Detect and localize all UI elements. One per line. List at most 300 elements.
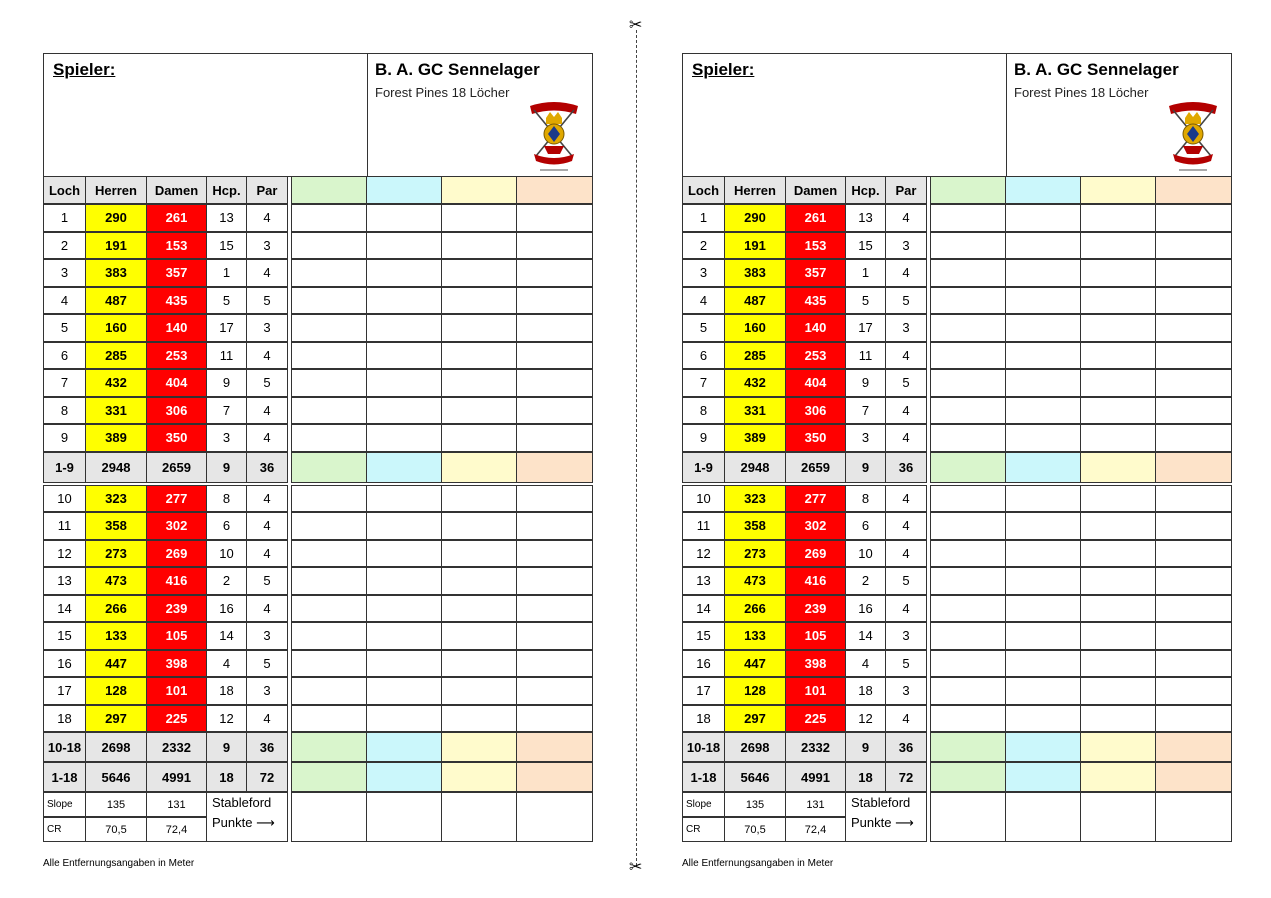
table-row: [682, 288, 1232, 316]
hole-number: 1: [682, 204, 725, 232]
club-name: B. A. GC Sennelager: [375, 60, 540, 79]
player-score-cell[interactable]: [366, 485, 442, 513]
player-score-cell[interactable]: [291, 314, 367, 342]
player-score-cell[interactable]: [366, 622, 442, 650]
player-score-cell[interactable]: [1005, 762, 1081, 792]
player-score-cell[interactable]: [441, 452, 517, 483]
player-score-cell[interactable]: [291, 762, 367, 792]
player-score-cell[interactable]: [291, 342, 367, 370]
player-score-cell[interactable]: [516, 792, 593, 842]
player-score-cell[interactable]: [930, 369, 1006, 397]
grand-total-women: 4991: [146, 762, 207, 792]
player-score-cell[interactable]: [441, 397, 517, 425]
player-score-cell[interactable]: [1155, 204, 1232, 232]
table-row: [682, 233, 1232, 261]
back-nine-total-hole: 10-18: [43, 732, 86, 762]
player-score-cell[interactable]: [441, 342, 517, 370]
player-score-cell[interactable]: [366, 176, 442, 204]
cr-label: CR: [43, 817, 86, 842]
men-distance: 285: [85, 342, 147, 370]
hole-par: 5: [885, 287, 927, 315]
player-score-cell[interactable]: [1080, 677, 1156, 705]
player-score-cell[interactable]: [441, 677, 517, 705]
player-score-cell[interactable]: [291, 452, 367, 483]
player-score-cell[interactable]: [1155, 512, 1232, 540]
player-score-cell[interactable]: [516, 452, 593, 483]
player-score-cell[interactable]: [291, 595, 367, 623]
player-score-cell[interactable]: [441, 762, 517, 792]
table-row: [43, 260, 593, 288]
player-score-cell[interactable]: [930, 512, 1006, 540]
footer-note: Alle Entfernungsangaben in Meter: [682, 858, 834, 869]
table-row: [43, 706, 593, 734]
player-score-cell[interactable]: [516, 259, 593, 287]
player-score-cell[interactable]: [516, 595, 593, 623]
hole-handicap: 15: [206, 232, 247, 260]
hole-number: 6: [682, 342, 725, 370]
player-score-cell[interactable]: [1005, 342, 1081, 370]
hole-handicap: 1: [845, 259, 886, 287]
hole-number: 4: [682, 287, 725, 315]
player-score-cell[interactable]: [1005, 650, 1081, 678]
player-score-cell[interactable]: [1080, 762, 1156, 792]
player-score-cell[interactable]: [441, 512, 517, 540]
player-score-cell[interactable]: [516, 342, 593, 370]
player-score-cell[interactable]: [930, 176, 1006, 204]
front-nine-total-men: 2948: [724, 452, 786, 483]
player-score-cell[interactable]: [1155, 176, 1232, 204]
player-score-cell[interactable]: [1080, 342, 1156, 370]
men-distance: 297: [724, 705, 786, 733]
player-score-cell[interactable]: [291, 677, 367, 705]
player-score-cell[interactable]: [441, 176, 517, 204]
player-score-cell[interactable]: [291, 650, 367, 678]
player-score-cell[interactable]: [1155, 342, 1232, 370]
women-distance: 140: [785, 314, 846, 342]
player-score-cell[interactable]: [441, 540, 517, 568]
hole-number: 18: [43, 705, 86, 733]
men-distance: 389: [85, 424, 147, 452]
table-row: [43, 651, 593, 679]
back-nine-total-hole: 10-18: [682, 732, 725, 762]
hole-handicap: 17: [206, 314, 247, 342]
player-score-cell[interactable]: [441, 650, 517, 678]
men-distance: 323: [85, 485, 147, 513]
men-distance: 383: [85, 259, 147, 287]
player-score-cell[interactable]: [1155, 397, 1232, 425]
player-score-cell[interactable]: [291, 204, 367, 232]
hole-number: 7: [43, 369, 86, 397]
player-score-cell[interactable]: [1005, 595, 1081, 623]
player-score-cell[interactable]: [1080, 567, 1156, 595]
player-score-cell[interactable]: [291, 622, 367, 650]
women-distance: 140: [146, 314, 207, 342]
column-header-hole: Loch: [682, 176, 725, 204]
player-score-cell[interactable]: [1155, 314, 1232, 342]
hole-number: 8: [682, 397, 725, 425]
hole-handicap: 4: [845, 650, 886, 678]
player-score-cell[interactable]: [366, 314, 442, 342]
player-score-cell[interactable]: [291, 732, 367, 762]
player-score-cell[interactable]: [366, 705, 442, 733]
player-score-cell[interactable]: [516, 512, 593, 540]
player-score-cell[interactable]: [366, 397, 442, 425]
player-score-cell[interactable]: [516, 232, 593, 260]
player-score-cell[interactable]: [1080, 424, 1156, 452]
player-score-cell[interactable]: [1005, 452, 1081, 483]
player-score-cell[interactable]: [1080, 204, 1156, 232]
player-label: Spieler:: [692, 60, 755, 79]
hole-number: 15: [682, 622, 725, 650]
player-score-cell[interactable]: [366, 452, 442, 483]
player-score-cell[interactable]: [516, 677, 593, 705]
player-score-cell[interactable]: [1155, 485, 1232, 513]
men-distance: 323: [724, 485, 786, 513]
hole-handicap: 18: [206, 677, 247, 705]
club-crest-logo: [526, 98, 582, 174]
grand-total-women: 4991: [785, 762, 846, 792]
women-distance: 398: [146, 650, 207, 678]
player-score-cell[interactable]: [441, 595, 517, 623]
player-score-cell[interactable]: [366, 287, 442, 315]
player-score-cell[interactable]: [366, 369, 442, 397]
player-score-cell[interactable]: [1155, 705, 1232, 733]
hole-number: 5: [43, 314, 86, 342]
player-score-cell[interactable]: [366, 540, 442, 568]
player-score-cell[interactable]: [930, 792, 1006, 842]
player-score-cell[interactable]: [1080, 259, 1156, 287]
grand-total-hcp: 18: [845, 762, 886, 792]
player-score-cell[interactable]: [1080, 314, 1156, 342]
player-score-cell[interactable]: [291, 369, 367, 397]
player-score-cell[interactable]: [441, 732, 517, 762]
player-score-cell[interactable]: [930, 342, 1006, 370]
player-score-cell[interactable]: [291, 287, 367, 315]
hole-handicap: 14: [845, 622, 886, 650]
player-score-cell[interactable]: [441, 567, 517, 595]
player-score-cell[interactable]: [1005, 259, 1081, 287]
player-score-cell[interactable]: [1005, 176, 1081, 204]
hole-par: 4: [246, 424, 288, 452]
hole-handicap: 9: [206, 369, 247, 397]
table-row: [43, 623, 593, 651]
player-score-cell[interactable]: [930, 540, 1006, 568]
player-score-cell[interactable]: [1155, 567, 1232, 595]
player-score-cell[interactable]: [291, 512, 367, 540]
player-score-cell[interactable]: [1080, 705, 1156, 733]
women-distance: 416: [146, 567, 207, 595]
player-score-cell[interactable]: [1155, 452, 1232, 483]
women-distance: 225: [785, 705, 846, 733]
table-row: [682, 541, 1232, 569]
front-nine-total-women: 2659: [146, 452, 207, 483]
front-nine-total-hole: 1-9: [682, 452, 725, 483]
player-score-cell[interactable]: [1080, 369, 1156, 397]
player-score-cell[interactable]: [1005, 705, 1081, 733]
hole-par: 4: [885, 595, 927, 623]
player-score-cell[interactable]: [1155, 732, 1232, 762]
player-score-cell[interactable]: [366, 512, 442, 540]
hole-number: 12: [682, 540, 725, 568]
hole-par: 4: [246, 512, 288, 540]
hole-handicap: 4: [206, 650, 247, 678]
hole-number: 14: [43, 595, 86, 623]
player-score-cell[interactable]: [1155, 677, 1232, 705]
player-score-cell[interactable]: [930, 485, 1006, 513]
cr-women: 72,4: [146, 817, 207, 842]
player-score-cell[interactable]: [366, 424, 442, 452]
player-score-cell[interactable]: [1005, 732, 1081, 762]
women-distance: 105: [785, 622, 846, 650]
player-score-cell[interactable]: [441, 792, 517, 842]
player-score-cell[interactable]: [1005, 397, 1081, 425]
player-score-cell[interactable]: [1005, 314, 1081, 342]
player-score-cell[interactable]: [1080, 176, 1156, 204]
player-score-cell[interactable]: [930, 259, 1006, 287]
player-score-cell[interactable]: [441, 369, 517, 397]
player-score-cell[interactable]: [1080, 452, 1156, 483]
player-score-cell[interactable]: [930, 204, 1006, 232]
player-score-cell[interactable]: [1080, 540, 1156, 568]
player-score-cell[interactable]: [291, 485, 367, 513]
player-score-cell[interactable]: [1155, 369, 1232, 397]
hole-handicap: 8: [206, 485, 247, 513]
player-label: Spieler:: [53, 60, 116, 79]
player-score-cell[interactable]: [366, 732, 442, 762]
player-score-cell[interactable]: [516, 650, 593, 678]
player-score-cell[interactable]: [441, 232, 517, 260]
women-distance: 261: [146, 204, 207, 232]
player-score-cell[interactable]: [1155, 762, 1232, 792]
player-score-cell[interactable]: [516, 567, 593, 595]
player-score-cell[interactable]: [1080, 397, 1156, 425]
men-distance: 285: [724, 342, 786, 370]
hole-handicap: 16: [845, 595, 886, 623]
club-name: B. A. GC Sennelager: [1014, 60, 1179, 79]
women-distance: 357: [146, 259, 207, 287]
player-score-cell[interactable]: [441, 259, 517, 287]
arrow-right-icon: ⟶: [891, 815, 914, 830]
player-score-cell[interactable]: [1155, 595, 1232, 623]
men-distance: 191: [724, 232, 786, 260]
player-score-cell[interactable]: [1155, 622, 1232, 650]
player-score-cell[interactable]: [1005, 792, 1081, 842]
player-score-cell[interactable]: [930, 232, 1006, 260]
player-score-cell[interactable]: [516, 397, 593, 425]
hole-number: 17: [682, 677, 725, 705]
player-score-cell[interactable]: [930, 287, 1006, 315]
hole-number: 4: [43, 287, 86, 315]
player-score-cell[interactable]: [366, 595, 442, 623]
men-distance: 128: [85, 677, 147, 705]
player-score-cell[interactable]: [366, 204, 442, 232]
hole-handicap: 9: [845, 369, 886, 397]
hole-number: 13: [43, 567, 86, 595]
player-score-cell[interactable]: [366, 677, 442, 705]
player-score-cell[interactable]: [366, 342, 442, 370]
player-score-cell[interactable]: [516, 176, 593, 204]
grand-total: [43, 763, 593, 793]
player-score-cell[interactable]: [291, 705, 367, 733]
women-distance: 277: [146, 485, 207, 513]
player-score-cell[interactable]: [516, 622, 593, 650]
player-score-cell[interactable]: [1080, 650, 1156, 678]
player-score-cell[interactable]: [516, 732, 593, 762]
player-score-cell[interactable]: [1005, 287, 1081, 315]
player-score-cell[interactable]: [1005, 232, 1081, 260]
player-score-cell[interactable]: [930, 677, 1006, 705]
player-score-cell[interactable]: [516, 762, 593, 792]
player-score-cell[interactable]: [930, 595, 1006, 623]
men-distance: 358: [85, 512, 147, 540]
women-distance: 398: [785, 650, 846, 678]
player-score-cell[interactable]: [930, 650, 1006, 678]
player-score-cell[interactable]: [1005, 622, 1081, 650]
column-header-women: Damen: [785, 176, 846, 204]
player-score-cell[interactable]: [1005, 485, 1081, 513]
player-score-cell[interactable]: [516, 424, 593, 452]
stableford-label: Stableford: [212, 795, 272, 810]
player-score-cell[interactable]: [516, 485, 593, 513]
player-score-cell[interactable]: [291, 259, 367, 287]
player-score-cell[interactable]: [291, 567, 367, 595]
player-score-cell[interactable]: [291, 540, 367, 568]
front-nine-total-hole: 1-9: [43, 452, 86, 483]
player-score-cell[interactable]: [1080, 287, 1156, 315]
table-row: [43, 425, 593, 453]
table-row: [682, 343, 1232, 371]
player-score-cell[interactable]: [930, 705, 1006, 733]
player-score-cell[interactable]: [1155, 424, 1232, 452]
women-distance: 404: [785, 369, 846, 397]
player-score-cell[interactable]: [930, 762, 1006, 792]
player-score-cell[interactable]: [930, 314, 1006, 342]
player-score-cell[interactable]: [441, 485, 517, 513]
player-score-cell[interactable]: [516, 705, 593, 733]
hole-handicap: 8: [845, 485, 886, 513]
men-distance: 133: [724, 622, 786, 650]
player-score-cell[interactable]: [1005, 677, 1081, 705]
player-score-cell[interactable]: [1155, 540, 1232, 568]
player-score-cell[interactable]: [1080, 512, 1156, 540]
player-score-cell[interactable]: [1005, 540, 1081, 568]
cr-men: 70,5: [724, 817, 786, 842]
player-score-cell[interactable]: [441, 287, 517, 315]
player-score-cell[interactable]: [1155, 232, 1232, 260]
player-score-cell[interactable]: [516, 287, 593, 315]
hole-number: 11: [682, 512, 725, 540]
header-divider: [367, 54, 368, 178]
footer-note: Alle Entfernungsangaben in Meter: [43, 858, 195, 869]
player-score-cell[interactable]: [291, 424, 367, 452]
player-score-cell[interactable]: [930, 424, 1006, 452]
women-distance: 253: [146, 342, 207, 370]
player-score-cell[interactable]: [930, 732, 1006, 762]
women-distance: 239: [146, 595, 207, 623]
table-row: [43, 541, 593, 569]
grand-total-par: 72: [885, 762, 927, 792]
player-score-cell[interactable]: [1080, 485, 1156, 513]
player-score-cell[interactable]: [516, 540, 593, 568]
hole-par: 4: [885, 342, 927, 370]
player-score-cell[interactable]: [1080, 622, 1156, 650]
table-row: [682, 398, 1232, 426]
hole-par: 5: [246, 369, 288, 397]
player-score-cell[interactable]: [441, 314, 517, 342]
hole-par: 5: [885, 369, 927, 397]
table-row: [682, 568, 1232, 596]
player-score-cell[interactable]: [930, 452, 1006, 483]
player-score-cell[interactable]: [441, 622, 517, 650]
player-score-cell[interactable]: [516, 204, 593, 232]
player-score-cell[interactable]: [366, 650, 442, 678]
hole-handicap: 16: [206, 595, 247, 623]
player-score-cell[interactable]: [1005, 567, 1081, 595]
hole-number: 11: [43, 512, 86, 540]
player-score-cell[interactable]: [366, 567, 442, 595]
men-distance: 432: [724, 369, 786, 397]
player-score-cell[interactable]: [1155, 792, 1232, 842]
player-score-cell[interactable]: [1155, 650, 1232, 678]
player-score-cell[interactable]: [366, 762, 442, 792]
player-score-cell[interactable]: [441, 204, 517, 232]
player-score-cell[interactable]: [1005, 424, 1081, 452]
card-header: [682, 53, 1232, 177]
player-score-cell[interactable]: [291, 232, 367, 260]
player-score-cell[interactable]: [1080, 732, 1156, 762]
table-row: [682, 425, 1232, 453]
player-score-cell[interactable]: [1005, 204, 1081, 232]
card-header: [43, 53, 593, 177]
men-distance: 273: [85, 540, 147, 568]
table-row: [43, 398, 593, 426]
player-score-cell[interactable]: [1080, 595, 1156, 623]
back-nine-total-hcp: 9: [845, 732, 886, 762]
player-score-cell[interactable]: [1005, 369, 1081, 397]
player-score-cell[interactable]: [516, 314, 593, 342]
player-score-cell[interactable]: [366, 259, 442, 287]
ratings-block: [43, 793, 593, 843]
hole-handicap: 3: [206, 424, 247, 452]
table-row: [43, 370, 593, 398]
men-distance: 487: [724, 287, 786, 315]
player-score-cell[interactable]: [366, 792, 442, 842]
stableford-points-label: [845, 792, 927, 842]
player-score-cell[interactable]: [291, 397, 367, 425]
player-score-cell[interactable]: [1080, 232, 1156, 260]
hole-par: 4: [246, 485, 288, 513]
player-score-cell[interactable]: [366, 232, 442, 260]
player-score-cell[interactable]: [441, 424, 517, 452]
player-score-cell[interactable]: [930, 397, 1006, 425]
player-score-cell[interactable]: [930, 567, 1006, 595]
player-score-cell[interactable]: [291, 176, 367, 204]
women-distance: 302: [146, 512, 207, 540]
player-score-cell[interactable]: [1080, 792, 1156, 842]
player-score-cell[interactable]: [291, 792, 367, 842]
player-score-cell[interactable]: [1155, 287, 1232, 315]
hole-handicap: 11: [206, 342, 247, 370]
player-score-cell[interactable]: [441, 705, 517, 733]
player-score-cell[interactable]: [1005, 512, 1081, 540]
hole-number: 3: [682, 259, 725, 287]
player-score-cell[interactable]: [1155, 259, 1232, 287]
hole-handicap: 12: [206, 705, 247, 733]
table-row: [43, 343, 593, 371]
player-score-cell[interactable]: [930, 622, 1006, 650]
player-score-cell[interactable]: [516, 369, 593, 397]
grand-total-hole: 1-18: [682, 762, 725, 792]
